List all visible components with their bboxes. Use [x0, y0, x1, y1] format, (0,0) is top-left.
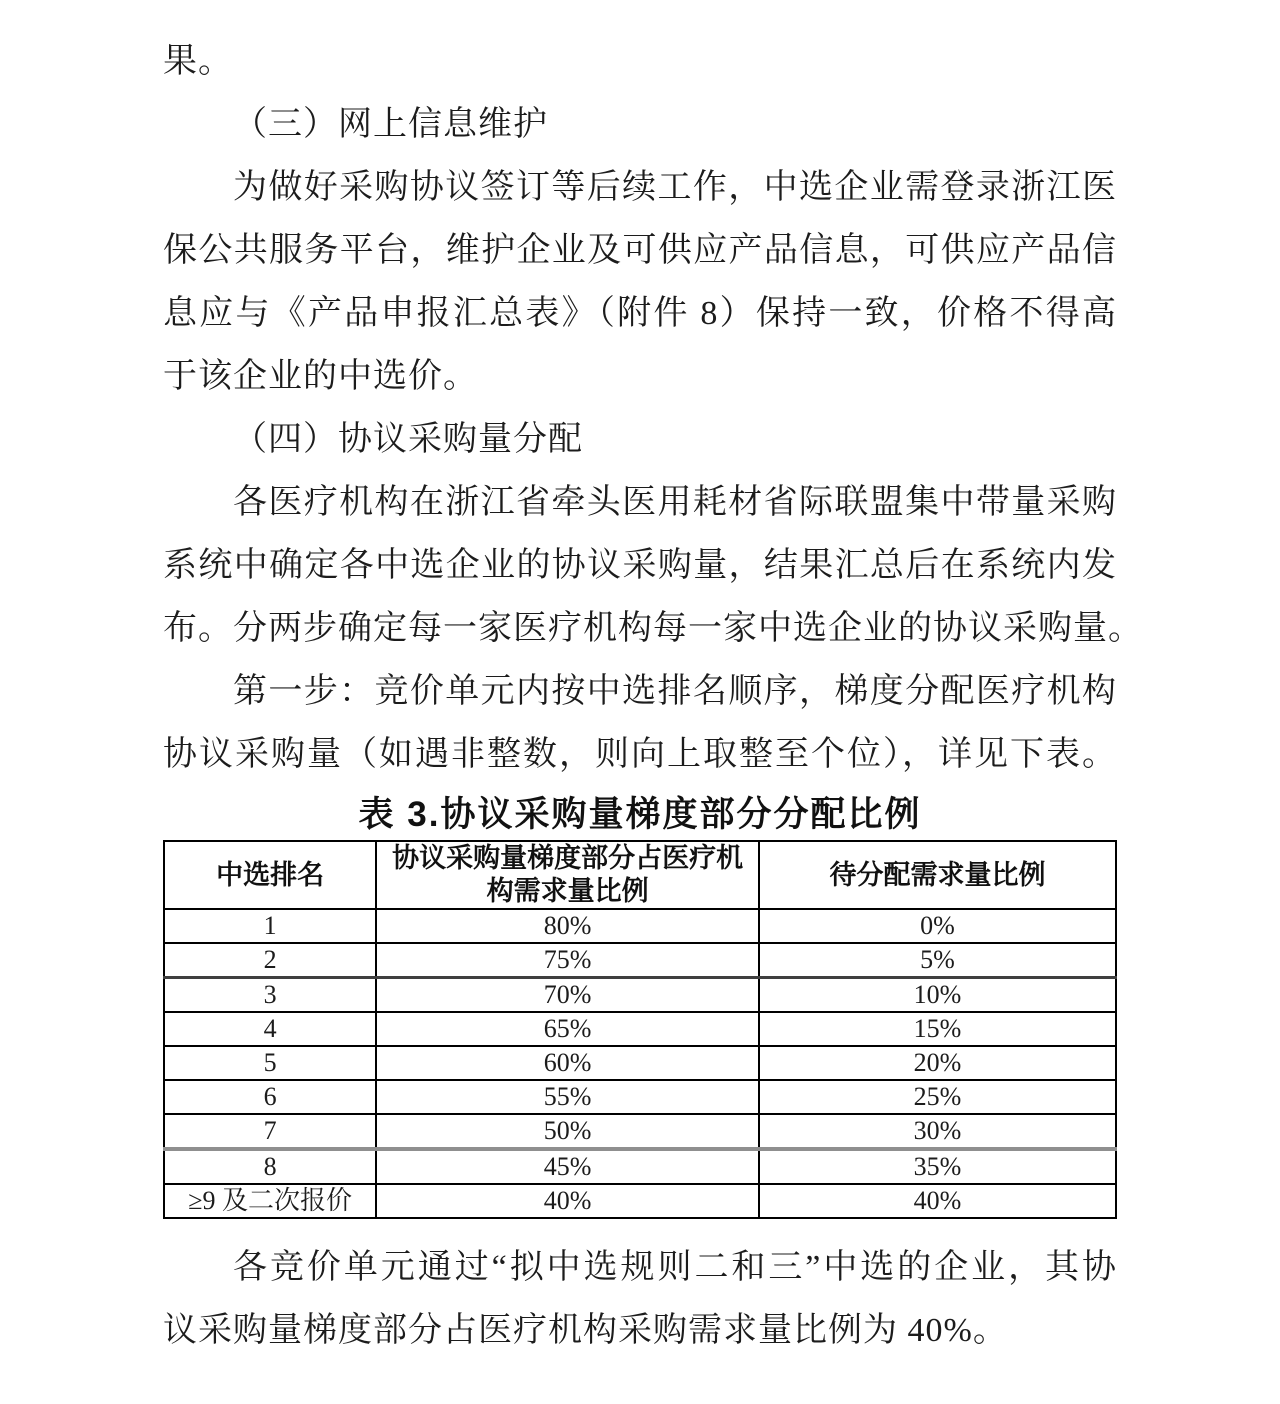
allocation-ratio-table — [163, 840, 1117, 1219]
col-header-remaining-ratio: 待分配需求量比例 — [759, 841, 1116, 909]
text-line: 息应与《产品申报汇总表》（附件 8）保持一致，价格不得高 — [163, 295, 1117, 332]
table-cell: 60% — [376, 1046, 759, 1080]
table-row — [164, 909, 1116, 943]
table-row — [164, 1114, 1116, 1149]
table-row — [164, 1012, 1116, 1046]
table-cell: 65% — [376, 1012, 759, 1046]
table-cell: ≥9 及二次报价 — [164, 1184, 376, 1218]
text-line: 议采购量梯度部分占医疗机构采购需求量比例为 40%。 — [163, 1312, 1008, 1349]
col-header-tiered-ratio: 协议采购量梯度部分占医疗机构需求量比例 — [376, 841, 759, 909]
col-header-rank: 中选排名 — [164, 841, 376, 909]
text-line: 第一步：竞价单元内按中选排名顺序，梯度分配医疗机构 — [233, 673, 1117, 710]
document-body — [163, 30, 1143, 1362]
table-cell: 35% — [759, 1149, 1116, 1184]
table-row — [164, 1149, 1116, 1184]
section-heading: （三）网上信息维护 — [233, 106, 548, 143]
table-cell: 2 — [164, 943, 376, 978]
closing-paragraph — [163, 1236, 1117, 1362]
table-cell: 4 — [164, 1012, 376, 1046]
text-line: 各竞价单元通过“拟中选规则二和三”中选的企业，其协 — [233, 1249, 1117, 1286]
text-line: 为做好采购协议签订等后续工作，中选企业需登录浙江医 — [233, 169, 1117, 206]
text-line: 各医疗机构在浙江省牵头医用耗材省际联盟集中带量采购 — [233, 484, 1117, 521]
text-line: 果。 — [163, 43, 233, 80]
table-cell: 5 — [164, 1046, 376, 1080]
table-title: 表 3.协议采购量梯度部分分配比例 — [358, 795, 922, 834]
text-line: 协议采购量（如遇非整数，则向上取整至个位），详见下表。 — [163, 736, 1117, 773]
text-line: 布。分两步确定每一家医疗机构每一家中选企业的协议采购量。 — [163, 610, 1143, 647]
table-cell: 40% — [759, 1184, 1116, 1218]
table-cell: 7 — [164, 1114, 376, 1149]
table-cell: 25% — [759, 1080, 1116, 1114]
table-cell: 20% — [759, 1046, 1116, 1080]
table-row — [164, 1046, 1116, 1080]
table-cell: 70% — [376, 978, 759, 1013]
table-cell: 5% — [759, 943, 1116, 978]
section-heading: （四）协议采购量分配 — [233, 421, 583, 458]
table-row — [164, 1184, 1116, 1218]
table-cell: 30% — [759, 1114, 1116, 1149]
table-cell: 8 — [164, 1149, 376, 1184]
text-line: 于该企业的中选价。 — [163, 358, 478, 395]
table-cell: 1 — [164, 909, 376, 943]
table-cell: 50% — [376, 1114, 759, 1149]
table-cell: 55% — [376, 1080, 759, 1114]
table-cell: 40% — [376, 1184, 759, 1218]
table-cell: 15% — [759, 1012, 1116, 1046]
text-line: 保公共服务平台，维护企业及可供应产品信息，可供应产品信 — [163, 232, 1117, 269]
table-cell: 45% — [376, 1149, 759, 1184]
table-cell: 80% — [376, 909, 759, 943]
table-cell: 6 — [164, 1080, 376, 1114]
table-cell: 0% — [759, 909, 1116, 943]
table-row — [164, 1080, 1116, 1114]
table-row — [164, 978, 1116, 1013]
text-line: 系统中确定各中选企业的协议采购量，结果汇总后在系统内发 — [163, 547, 1117, 584]
table-cell: 10% — [759, 978, 1116, 1013]
table-row — [164, 943, 1116, 978]
table-cell: 75% — [376, 943, 759, 978]
table-cell: 3 — [164, 978, 376, 1013]
table-header-row — [164, 841, 1116, 909]
